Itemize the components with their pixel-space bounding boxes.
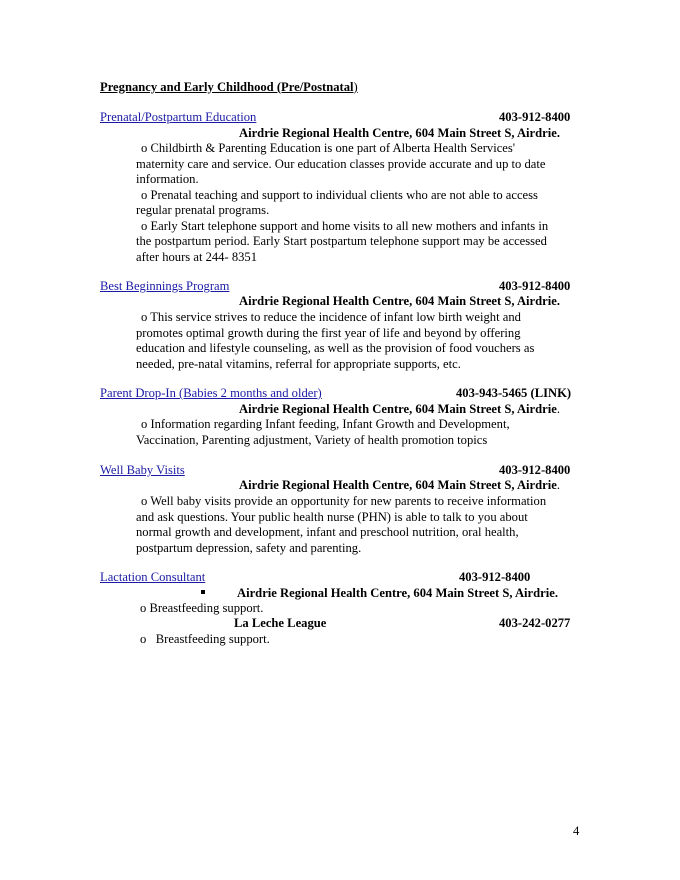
description-line: the postpartum period. Early Start postpartum telephone support may be accessed bbox=[136, 234, 547, 248]
page-number: 4 bbox=[573, 824, 580, 838]
best-beginnings-phone: 403-912-8400 bbox=[499, 279, 571, 293]
lactation-phone: 403-912-8400 bbox=[459, 570, 531, 584]
description-line: o This service strives to reduce the incidence of infant low birth weight and bbox=[141, 310, 521, 324]
description-line: normal growth and development, infant and preschool nutrition, oral health, bbox=[136, 525, 519, 539]
parent-drop-in-link[interactable]: Parent Drop-In (Babies 2 months and older) bbox=[100, 386, 322, 400]
well-baby-phone: 403-912-8400 bbox=[499, 463, 571, 477]
description-line: o Early Start telephone support and home visits to all new mothers and infants in bbox=[141, 218, 549, 233]
lactation-consultant-link[interactable]: Lactation Consultant bbox=[100, 570, 206, 584]
well-baby-description bbox=[136, 494, 584, 556]
description-line: o Childbirth & Parenting Education is one part of Alberta Health Services' bbox=[141, 141, 516, 155]
description-line: maternity care and service. Our education classes provide accurate and up to date bbox=[136, 156, 546, 171]
description-line: o Information regarding Infant feeding, Infant Growth and Development, bbox=[141, 417, 510, 431]
prenatal-location: Airdrie Regional Health Centre, 604 Main Street S, Airdrie. bbox=[239, 126, 560, 140]
description-line: education and lifestyle counseling, as well as the provision of food vouchers as bbox=[136, 341, 535, 355]
la-leche-description: o Breastfeeding support. bbox=[140, 632, 270, 646]
prenatal-phone: 403-912-8400 bbox=[499, 110, 571, 124]
parent-drop-in-description bbox=[136, 417, 584, 448]
prenatal-postpartum-education-link[interactable]: Prenatal/Postpartum Education bbox=[100, 110, 257, 124]
best-beginnings-location: Airdrie Regional Health Centre, 604 Main Street S, Airdrie. bbox=[239, 294, 560, 308]
description-line: o Well baby visits provide an opportunity for new parents to receive information bbox=[141, 494, 547, 508]
lactation-description: o Breastfeeding support. bbox=[140, 601, 264, 615]
description-line: after hours at 244- 8351 bbox=[136, 249, 258, 264]
description-line: and ask questions. Your public health nurse (PHN) is able to talk to you about bbox=[136, 509, 528, 524]
lactation-location: Airdrie Regional Health Centre, 604 Main Street S, Airdrie. bbox=[237, 586, 558, 600]
section-title: Pregnancy and Early Childhood (Pre/Postnatal) bbox=[100, 80, 358, 94]
description-line: promotes optimal growth during the first year of life and beyond by offering bbox=[136, 325, 521, 340]
description-line: postpartum depression, safety and parenting. bbox=[136, 540, 362, 555]
description-line: needed, pre-natal vitamins, referral for appropriate supports, etc. bbox=[136, 356, 461, 371]
prenatal-description bbox=[136, 141, 584, 265]
description-line: Vaccination, Parenting adjustment, Variety of health promotion topics bbox=[136, 432, 488, 447]
la-leche-league-name: La Leche League bbox=[234, 616, 327, 630]
parent-drop-in-location: Airdrie Regional Health Centre, 604 Main Street S, Airdrie. bbox=[239, 402, 560, 416]
description-line: regular prenatal programs. bbox=[136, 203, 270, 217]
description-line: information. bbox=[136, 172, 199, 186]
la-leche-phone: 403-242-0277 bbox=[499, 616, 571, 630]
square-bullet-icon bbox=[201, 590, 205, 594]
best-beginnings-program-link[interactable]: Best Beginnings Program bbox=[100, 279, 230, 293]
well-baby-location: Airdrie Regional Health Centre, 604 Main Street S, Airdrie. bbox=[239, 478, 560, 492]
description-line: o Prenatal teaching and support to individual clients who are not able to access bbox=[141, 187, 538, 202]
best-beginnings-description bbox=[136, 310, 584, 372]
well-baby-visits-link[interactable]: Well Baby Visits bbox=[100, 463, 185, 477]
parent-drop-in-phone: 403-943-5465 (LINK) bbox=[456, 386, 572, 400]
